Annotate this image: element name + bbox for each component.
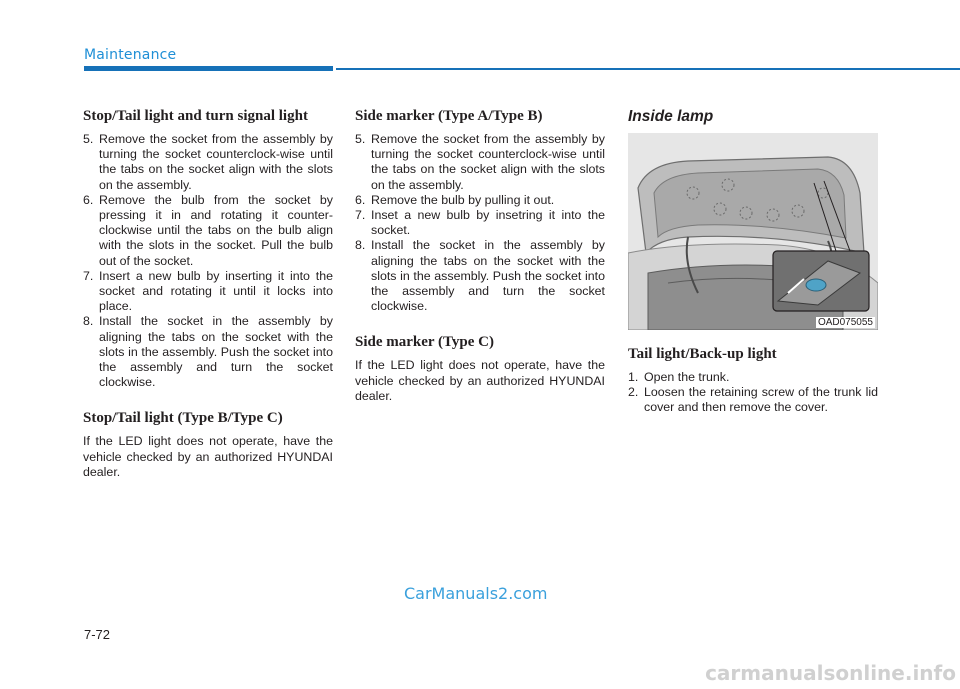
- trunk-illustration: [628, 133, 878, 330]
- watermark-link[interactable]: CarManuals2.com: [404, 584, 548, 603]
- heading-stop-tail-type-bc: Stop/Tail light (Type B/Type C): [83, 410, 283, 427]
- header-rule-thin: [336, 68, 960, 70]
- paragraph: If the LED light does not operate, have the vehicle checked by an authorized HYUNDAI dealer.: [83, 434, 333, 479]
- list-item: 5. Remove the socket from the assembly by turning the socket counterclock-wise until the tabs on the socket align with the slots on the assembly.: [83, 132, 333, 192]
- list-item: 1. Open the trunk.: [628, 370, 730, 384]
- heading-side-marker-c: Side marker (Type C): [355, 334, 495, 351]
- list-item: 7. Inset a new bulb by insetring it into the socket.: [355, 208, 605, 238]
- column-2: [355, 108, 605, 404]
- column-3: [628, 108, 878, 416]
- bottom-watermark: carmanualsonline.info: [705, 661, 956, 685]
- heading-tail-backup: Tail light/Back-up light: [628, 346, 777, 362]
- steps-list: [628, 370, 878, 416]
- heading-stop-tail-turn: Stop/Tail light and turn signal light: [83, 108, 308, 124]
- section-title: Maintenance: [84, 47, 177, 63]
- steps-list: [355, 132, 605, 314]
- steps-list: [83, 132, 333, 390]
- list-item: 7. Insert a new bulb by inserting it into the socket and rotating it until it locks into place.: [83, 268, 333, 314]
- list-item: 8. Install the socket in the assembly by aligning the tabs on the socket with the slots in the assembly. Push the socket into the assembly and turn the socket clockwise.: [83, 314, 333, 390]
- heading-inside-lamp: Inside lamp: [628, 108, 714, 125]
- paragraph: If the LED light does not operate, have the vehicle checked by an authorized HYUNDAI dealer.: [355, 358, 605, 403]
- page-number: 7-72: [84, 627, 111, 642]
- trunk-drawing: [628, 133, 878, 330]
- header-rule-thick: [84, 66, 333, 71]
- list-item: 6. Remove the bulb from the socket by pressing it in and rotating it counter-clockwise until the tabs on the bulb align with the slots in the socket. Pull the bulb out of the socket.: [83, 192, 333, 268]
- list-item: 2. Loosen the retaining screw of the trunk lid cover and then remove the cover.: [628, 385, 878, 415]
- column-1: [83, 108, 333, 480]
- heading-side-marker-ab: Side marker (Type A/Type B): [355, 108, 543, 124]
- list-item: 6. Remove the bulb by pulling it out.: [355, 192, 555, 207]
- list-item: 5. Remove the socket from the assembly by turning the socket counterclock-wise until the tabs on the socket align with the slots on the assembly.: [355, 132, 605, 192]
- list-item: 8. Install the socket in the assembly by aligning the tabs on the socket with the slots in the assembly. Push the socket into the assembly and turn the socket clockwise.: [355, 238, 605, 314]
- figure-caption: OAD075055: [817, 317, 873, 328]
